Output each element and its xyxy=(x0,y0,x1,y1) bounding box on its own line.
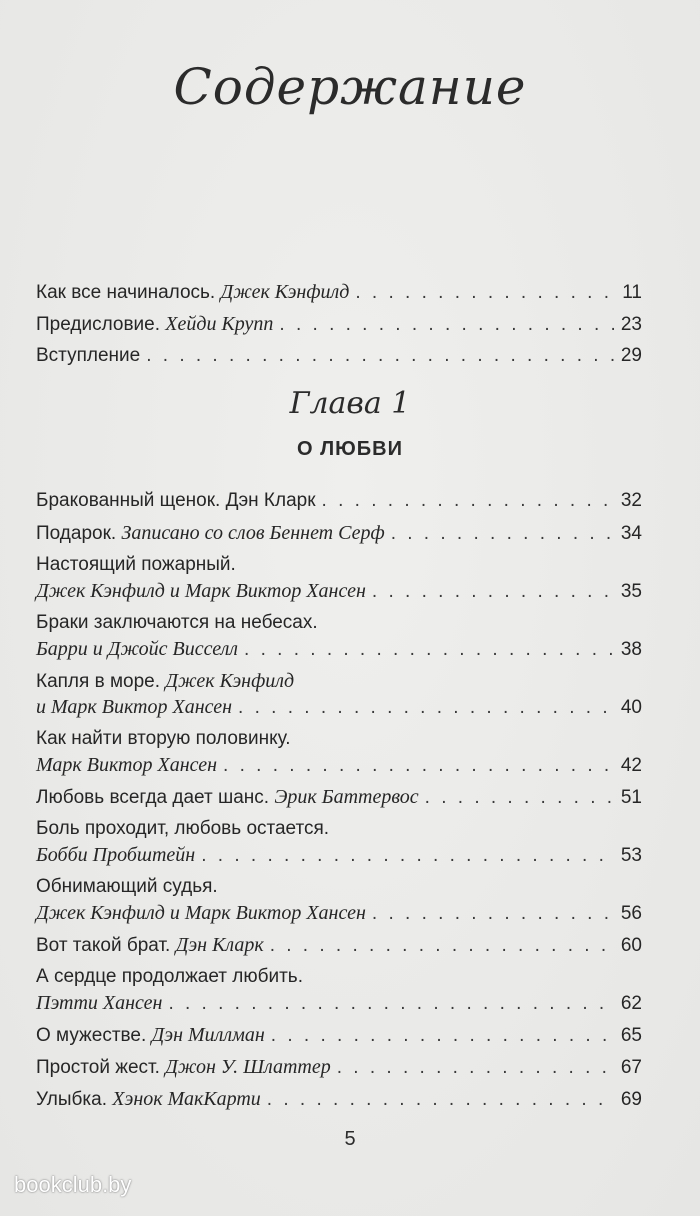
entry-title: Браки заключаются на небесах. xyxy=(36,612,318,633)
entry-author: Джек Кэнфилд xyxy=(165,670,295,692)
entry-title: Любовь всегда дает шанс. xyxy=(36,787,275,808)
toc-entry xyxy=(36,343,642,369)
entry-author: Дэн Кларк xyxy=(175,934,264,956)
leader-dots xyxy=(146,343,614,369)
toc-entry xyxy=(36,784,642,810)
toc-entry xyxy=(36,1022,642,1048)
entry-author: Марк Виктор Хансен xyxy=(36,754,218,776)
entry-title: Простой жест. xyxy=(36,1057,166,1078)
entry-page: 65 xyxy=(620,1025,642,1046)
entry-page: 32 xyxy=(620,490,642,511)
toc-entry xyxy=(36,311,642,337)
entry-title: А сердце продолжает любить. xyxy=(36,966,303,987)
entry-title: Настоящий пожарный. xyxy=(36,554,236,575)
entry-page: 40 xyxy=(620,697,642,718)
entry-title: Как найти вторую половинку. xyxy=(36,728,291,749)
watermark: bookclub.by xyxy=(14,1172,132,1197)
leader-dots xyxy=(372,579,614,605)
toc-entry xyxy=(36,874,642,926)
entry-title: Вступление xyxy=(36,345,141,366)
entry-page: 51 xyxy=(620,787,642,808)
entry-author: Джек Кэнфилд и Марк Виктор Хансен xyxy=(36,902,366,924)
toc-entry xyxy=(36,279,642,305)
entry-title: Подарок. xyxy=(36,523,122,544)
toc-entry xyxy=(36,610,642,662)
chapter-entries xyxy=(36,488,642,1112)
leader-dots xyxy=(201,843,614,869)
entry-page: 62 xyxy=(620,993,642,1014)
entry-author: Записано со слов Беннет Серф xyxy=(121,522,385,544)
entry-author: Джек Кэнфилд xyxy=(220,281,350,303)
entry-title: Боль проходит, любовь остается. xyxy=(36,818,330,839)
entry-page: 69 xyxy=(620,1089,642,1110)
entry-page: 35 xyxy=(620,581,642,602)
leader-dots xyxy=(244,637,614,663)
leader-dots xyxy=(322,488,614,514)
entry-title: О мужестве. xyxy=(36,1025,152,1046)
leader-dots xyxy=(267,1087,614,1113)
leader-dots xyxy=(270,933,614,959)
leader-dots xyxy=(372,901,614,927)
entry-author: Хейди Крупп xyxy=(165,313,274,335)
toc-entry xyxy=(36,552,642,604)
page-title: Содержание xyxy=(173,58,527,116)
entry-title: Обнимающий судья. xyxy=(36,876,218,897)
entry-title: Улыбка. xyxy=(36,1089,113,1110)
leader-dots xyxy=(271,1023,614,1049)
entry-page: 60 xyxy=(620,935,642,956)
entry-page: 53 xyxy=(620,845,642,866)
chapter-title: О ЛЮБВИ xyxy=(297,438,403,460)
entry-title: Как все начиналось. xyxy=(36,282,221,303)
toc-entry xyxy=(36,1086,642,1112)
leader-dots xyxy=(168,991,614,1017)
entry-author: Джек Кэнфилд и Марк Виктор Хансен xyxy=(36,580,366,602)
toc-entry xyxy=(36,726,642,778)
entry-author: Эрик Баттервос xyxy=(274,786,419,808)
leader-dots xyxy=(337,1055,614,1081)
entry-page: 34 xyxy=(620,523,642,544)
toc-entry xyxy=(36,964,642,1016)
toc-entry xyxy=(36,520,642,546)
entry-author: Барри и Джойс Висселл xyxy=(36,638,239,660)
entry-title: Предисловие. xyxy=(36,314,166,335)
leader-dots xyxy=(223,753,614,779)
front-matter-list xyxy=(36,279,642,369)
entry-page: 56 xyxy=(620,903,642,924)
entry-title: Бракованный щенок. Дэн Кларк xyxy=(36,490,316,511)
toc-entry xyxy=(36,932,642,958)
entry-title: Вот такой брат. xyxy=(36,935,176,956)
entry-page: 29 xyxy=(620,345,642,366)
leader-dots xyxy=(238,695,614,721)
entry-page: 38 xyxy=(620,639,642,660)
page-number: 5 xyxy=(344,1128,356,1150)
entry-author: Дэн Миллман xyxy=(151,1024,265,1046)
toc-entry xyxy=(36,668,642,720)
entry-author: Пэтти Хансен xyxy=(36,992,163,1014)
entry-title: Капля в море. xyxy=(36,671,166,692)
toc-entry xyxy=(36,488,642,514)
entry-page: 42 xyxy=(620,755,642,776)
entry-author: Бобби Пробштейн xyxy=(36,844,196,866)
toc-entry xyxy=(36,816,642,868)
leader-dots xyxy=(425,785,614,811)
entry-page: 11 xyxy=(622,282,642,303)
entry-page: 67 xyxy=(620,1057,642,1078)
entry-author: Джон У. Шлаттер xyxy=(165,1056,331,1078)
leader-dots xyxy=(355,280,614,306)
leader-dots xyxy=(279,312,614,338)
leader-dots xyxy=(391,521,614,547)
entry-page: 23 xyxy=(620,314,642,335)
chapter-label: Глава 1 xyxy=(289,386,411,421)
toc-entry xyxy=(36,1054,642,1080)
entry-author: и Марк Виктор Хансен xyxy=(36,696,233,718)
entry-author: Хэнок МакКарти xyxy=(112,1088,261,1110)
